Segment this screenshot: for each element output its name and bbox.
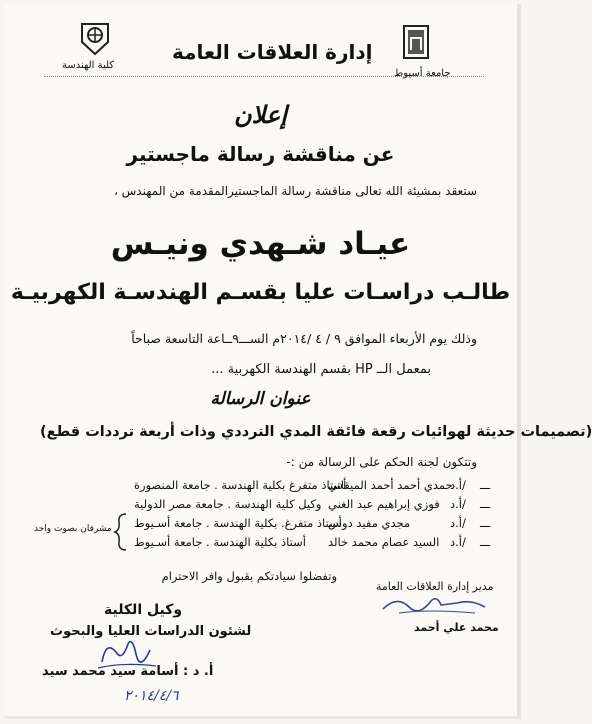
member-role: أستاذ متفرغ. بكلية الهندسة . جامعة أسـيوط bbox=[134, 516, 342, 530]
committee-row bbox=[24, 478, 494, 494]
committee-intro: وتتكون لجنة الحكم على الرسالة من :- bbox=[286, 455, 477, 469]
document-page bbox=[4, 4, 592, 719]
committee-row bbox=[24, 535, 494, 551]
member-role: أستاذ متفرغ بكلية الهندسة . جامعة المنصورة bbox=[134, 478, 347, 492]
member-name: فوزي إبراهيم عبد الغني bbox=[328, 497, 440, 511]
candidate-description: طالـب دراسـات عليا بقسـم الهندسـة الكهربيـة bbox=[10, 280, 511, 305]
row-dash: ـــ bbox=[480, 516, 491, 530]
pr-director-title: مدير إدارة العلاقات العامة bbox=[376, 580, 494, 593]
member-prefix: أ.د/ bbox=[450, 535, 466, 549]
member-prefix: أ.د/ bbox=[450, 478, 466, 492]
announcement-subject: عن مناقشة رسالة ماجستير bbox=[126, 142, 395, 166]
faculty-of-engineering-logo bbox=[78, 20, 112, 60]
university-caption: جامعة أسيوط bbox=[394, 68, 451, 79]
vice-dean-title: وكيل الكلية bbox=[104, 602, 183, 618]
member-role: وكيل كلية الهندسة . جامعة مصر الدولية bbox=[134, 497, 322, 511]
member-name: حمدي أحمد أحمد الميقاتي bbox=[328, 478, 453, 492]
vice-dean-name: أ. د : أسامة سيد محمد سيد bbox=[42, 664, 214, 679]
pr-director-name: محمد علي أحمد bbox=[414, 621, 499, 634]
member-prefix: أ.د/ bbox=[450, 516, 466, 530]
row-dash: ـــ bbox=[480, 535, 491, 549]
vice-dean-subtitle: لشئون الدراسات العليا والبحوث bbox=[50, 624, 252, 639]
venue-line: بمعمل الــ HP بقسم الهندسة الكهربية ... bbox=[211, 362, 431, 377]
supervisors-label: مشرفان بصوت واحد bbox=[34, 524, 112, 534]
thesis-title: (تصميمات حديثة لهوائيات رقعة فائقة المدي الترددي وذات أربعة ترددات قطع) bbox=[40, 424, 592, 440]
thesis-heading: عنوان الرسالة bbox=[210, 389, 311, 409]
committee-row bbox=[24, 497, 494, 513]
row-dash: ـــ bbox=[480, 478, 491, 492]
row-dash: ـــ bbox=[480, 497, 491, 511]
header-divider bbox=[44, 76, 484, 77]
assiut-university-logo bbox=[402, 24, 430, 66]
handwritten-date: ٢٠١٤/٤/٦ bbox=[124, 688, 179, 704]
supervisors-brace bbox=[114, 512, 128, 556]
date-line: وذلك يوم الأربعاء الموافق ٩ / ٤ /٢٠١٤م الســـ٩ــاعة التاسعة صباحاً bbox=[131, 331, 477, 346]
intro-line: ستعقد بمشيئة الله تعالى مناقشة رسالة الماجستيرالمقدمة من المهندس ، bbox=[113, 184, 477, 198]
faculty-caption: كلية الهندسة bbox=[62, 60, 115, 71]
member-prefix: أ.د/ bbox=[450, 497, 466, 511]
closing-line: وتفضلوا سيادتكم بقبول وافر الاحترام bbox=[161, 569, 337, 583]
announcement-title: إعلان bbox=[234, 100, 287, 129]
member-role: أستاذ بكلية الهندسة . جامعة أسـيوط bbox=[134, 535, 306, 549]
member-name: مجدي مفيد دوس bbox=[328, 516, 411, 530]
member-name: السيد عصام محمد خالد bbox=[328, 535, 440, 549]
candidate-name: عيـاد شـهدي ونيـس bbox=[110, 226, 411, 262]
pr-director-signature bbox=[379, 591, 489, 625]
department-title: إدارة العلاقات العامة bbox=[172, 40, 373, 64]
